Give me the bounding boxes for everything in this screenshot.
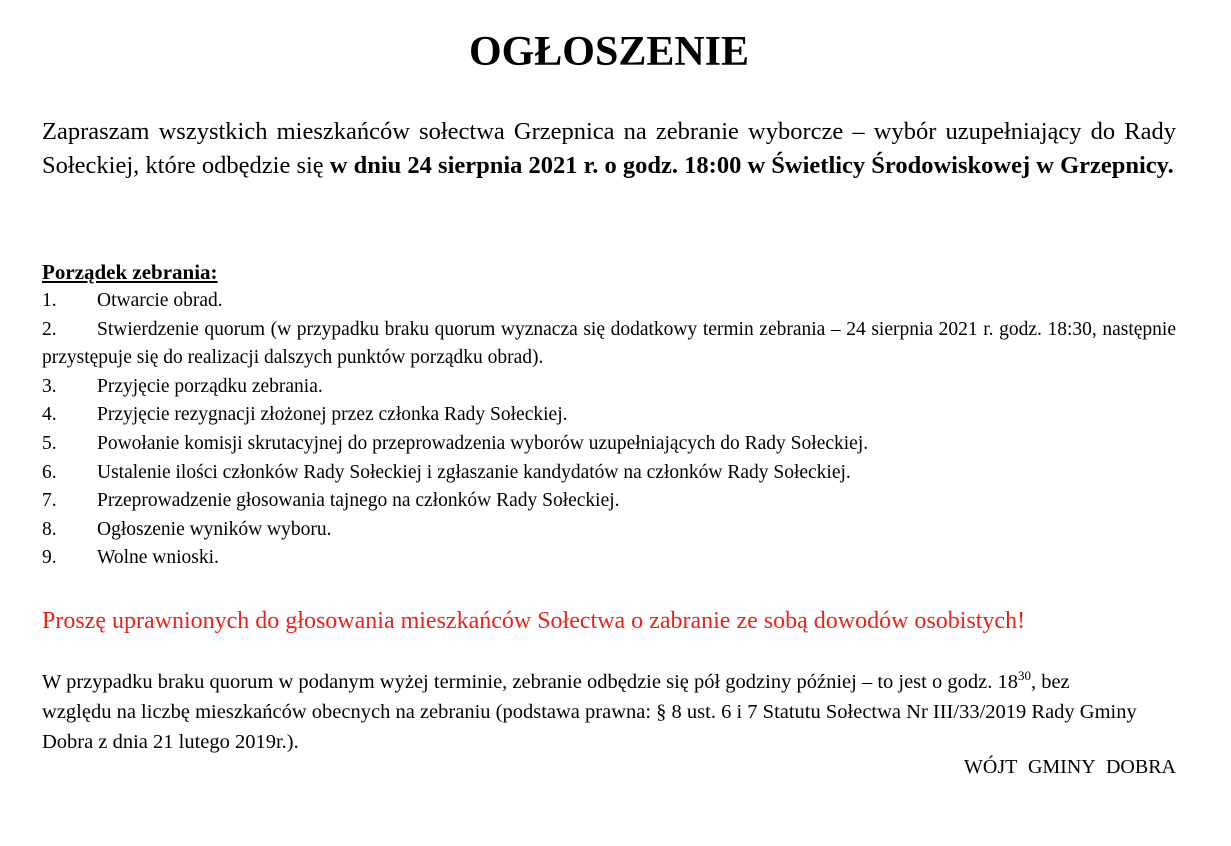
agenda-item-text: Przyjęcie rezygnacji złożonej przez członka Rady Sołeckiej.	[97, 404, 568, 426]
agenda-item	[42, 516, 1176, 545]
agenda-item-number: 2.	[42, 318, 57, 340]
page-title: OGŁOSZENIE	[468, 29, 750, 75]
agenda-item-number: 6.	[42, 461, 57, 483]
agenda-item-number: 5.	[42, 432, 57, 454]
agenda-item-number: 7.	[42, 490, 57, 512]
agenda-item	[42, 544, 1176, 573]
quorum-paragraph	[42, 667, 1142, 757]
agenda-item-text: Wolne wnioski.	[97, 547, 219, 569]
quorum-time-minutes: 30	[1017, 668, 1031, 683]
agenda-item-text: Ogłoszenie wyników wyboru.	[97, 518, 332, 540]
quorum-text-before: W przypadku braku quorum w podanym wyżej terminie, zebranie odbędzie się pół godziny później – to jest o godz. 18	[42, 671, 1018, 693]
signature: WÓJT GMINY DOBRA	[964, 756, 1176, 778]
agenda-item-number: 9.	[42, 547, 57, 569]
intro-text: Zapraszam wszystkich mieszkańców sołectwa Grzepnica na zebranie wyborcze – wybór uzupełniający do Rady Sołeckiej, które odbędzie się	[42, 118, 1176, 179]
agenda-item-text: Otwarcie obrad.	[97, 290, 223, 311]
intro-paragraph	[42, 115, 1176, 183]
intro-date-location: w dniu 24 sierpnia 2021 r. o godz. 18:00 w Świetlicy Środowiskowej w Grzepnicy.	[329, 152, 1174, 179]
agenda-heading: Porządek zebrania:	[42, 260, 218, 284]
agenda-item	[42, 430, 1176, 459]
agenda-item-number: 3.	[42, 375, 57, 397]
agenda-item	[42, 316, 1176, 373]
id-documents-notice: Proszę uprawnionych do głosowania mieszkańców Sołectwa o zabranie ze sobą dowodów osobistych!	[42, 608, 1026, 634]
agenda-item	[42, 401, 1176, 430]
agenda-item-number: 1.	[42, 290, 57, 311]
agenda-item-text: Przyjęcie porządku zebrania.	[97, 375, 323, 397]
agenda-item	[42, 373, 1176, 402]
agenda-list	[42, 287, 1176, 573]
agenda-item-number: 8.	[42, 518, 57, 540]
agenda-item-text: Stwierdzenie quorum (w przypadku braku quorum wyznacza się dodatkowy termin zebrania – 24 sierpnia 2021 r. godz. 18:30, następnie przystępuje się do realizacji dalszych punktów porządku obrad).	[42, 318, 1176, 369]
agenda-item	[42, 287, 1176, 316]
agenda-item	[42, 459, 1176, 488]
agenda-item-text: Powołanie komisji skrutacyjnej do przeprowadzenia wyborów uzupełniających do Rady Sołeckiej.	[97, 432, 869, 454]
agenda-item	[42, 487, 1176, 516]
agenda-item-text: Ustalenie ilości członków Rady Sołeckiej i zgłaszanie kandydatów na członków Rady Sołeckiej.	[97, 461, 851, 483]
quorum-text-after: , bez względu na liczbę mieszkańców obecnych na zebraniu (podstawa prawna: § 8 ust. 6 i 7 Statutu Sołectwa Nr III/33/2019 Rady Gminy Dobra z dnia 21 lutego 2019r.).	[42, 671, 1137, 753]
agenda-item-number: 4.	[42, 404, 57, 426]
agenda-item-text: Przeprowadzenie głosowania tajnego na członków Rady Sołeckiej.	[97, 490, 620, 512]
